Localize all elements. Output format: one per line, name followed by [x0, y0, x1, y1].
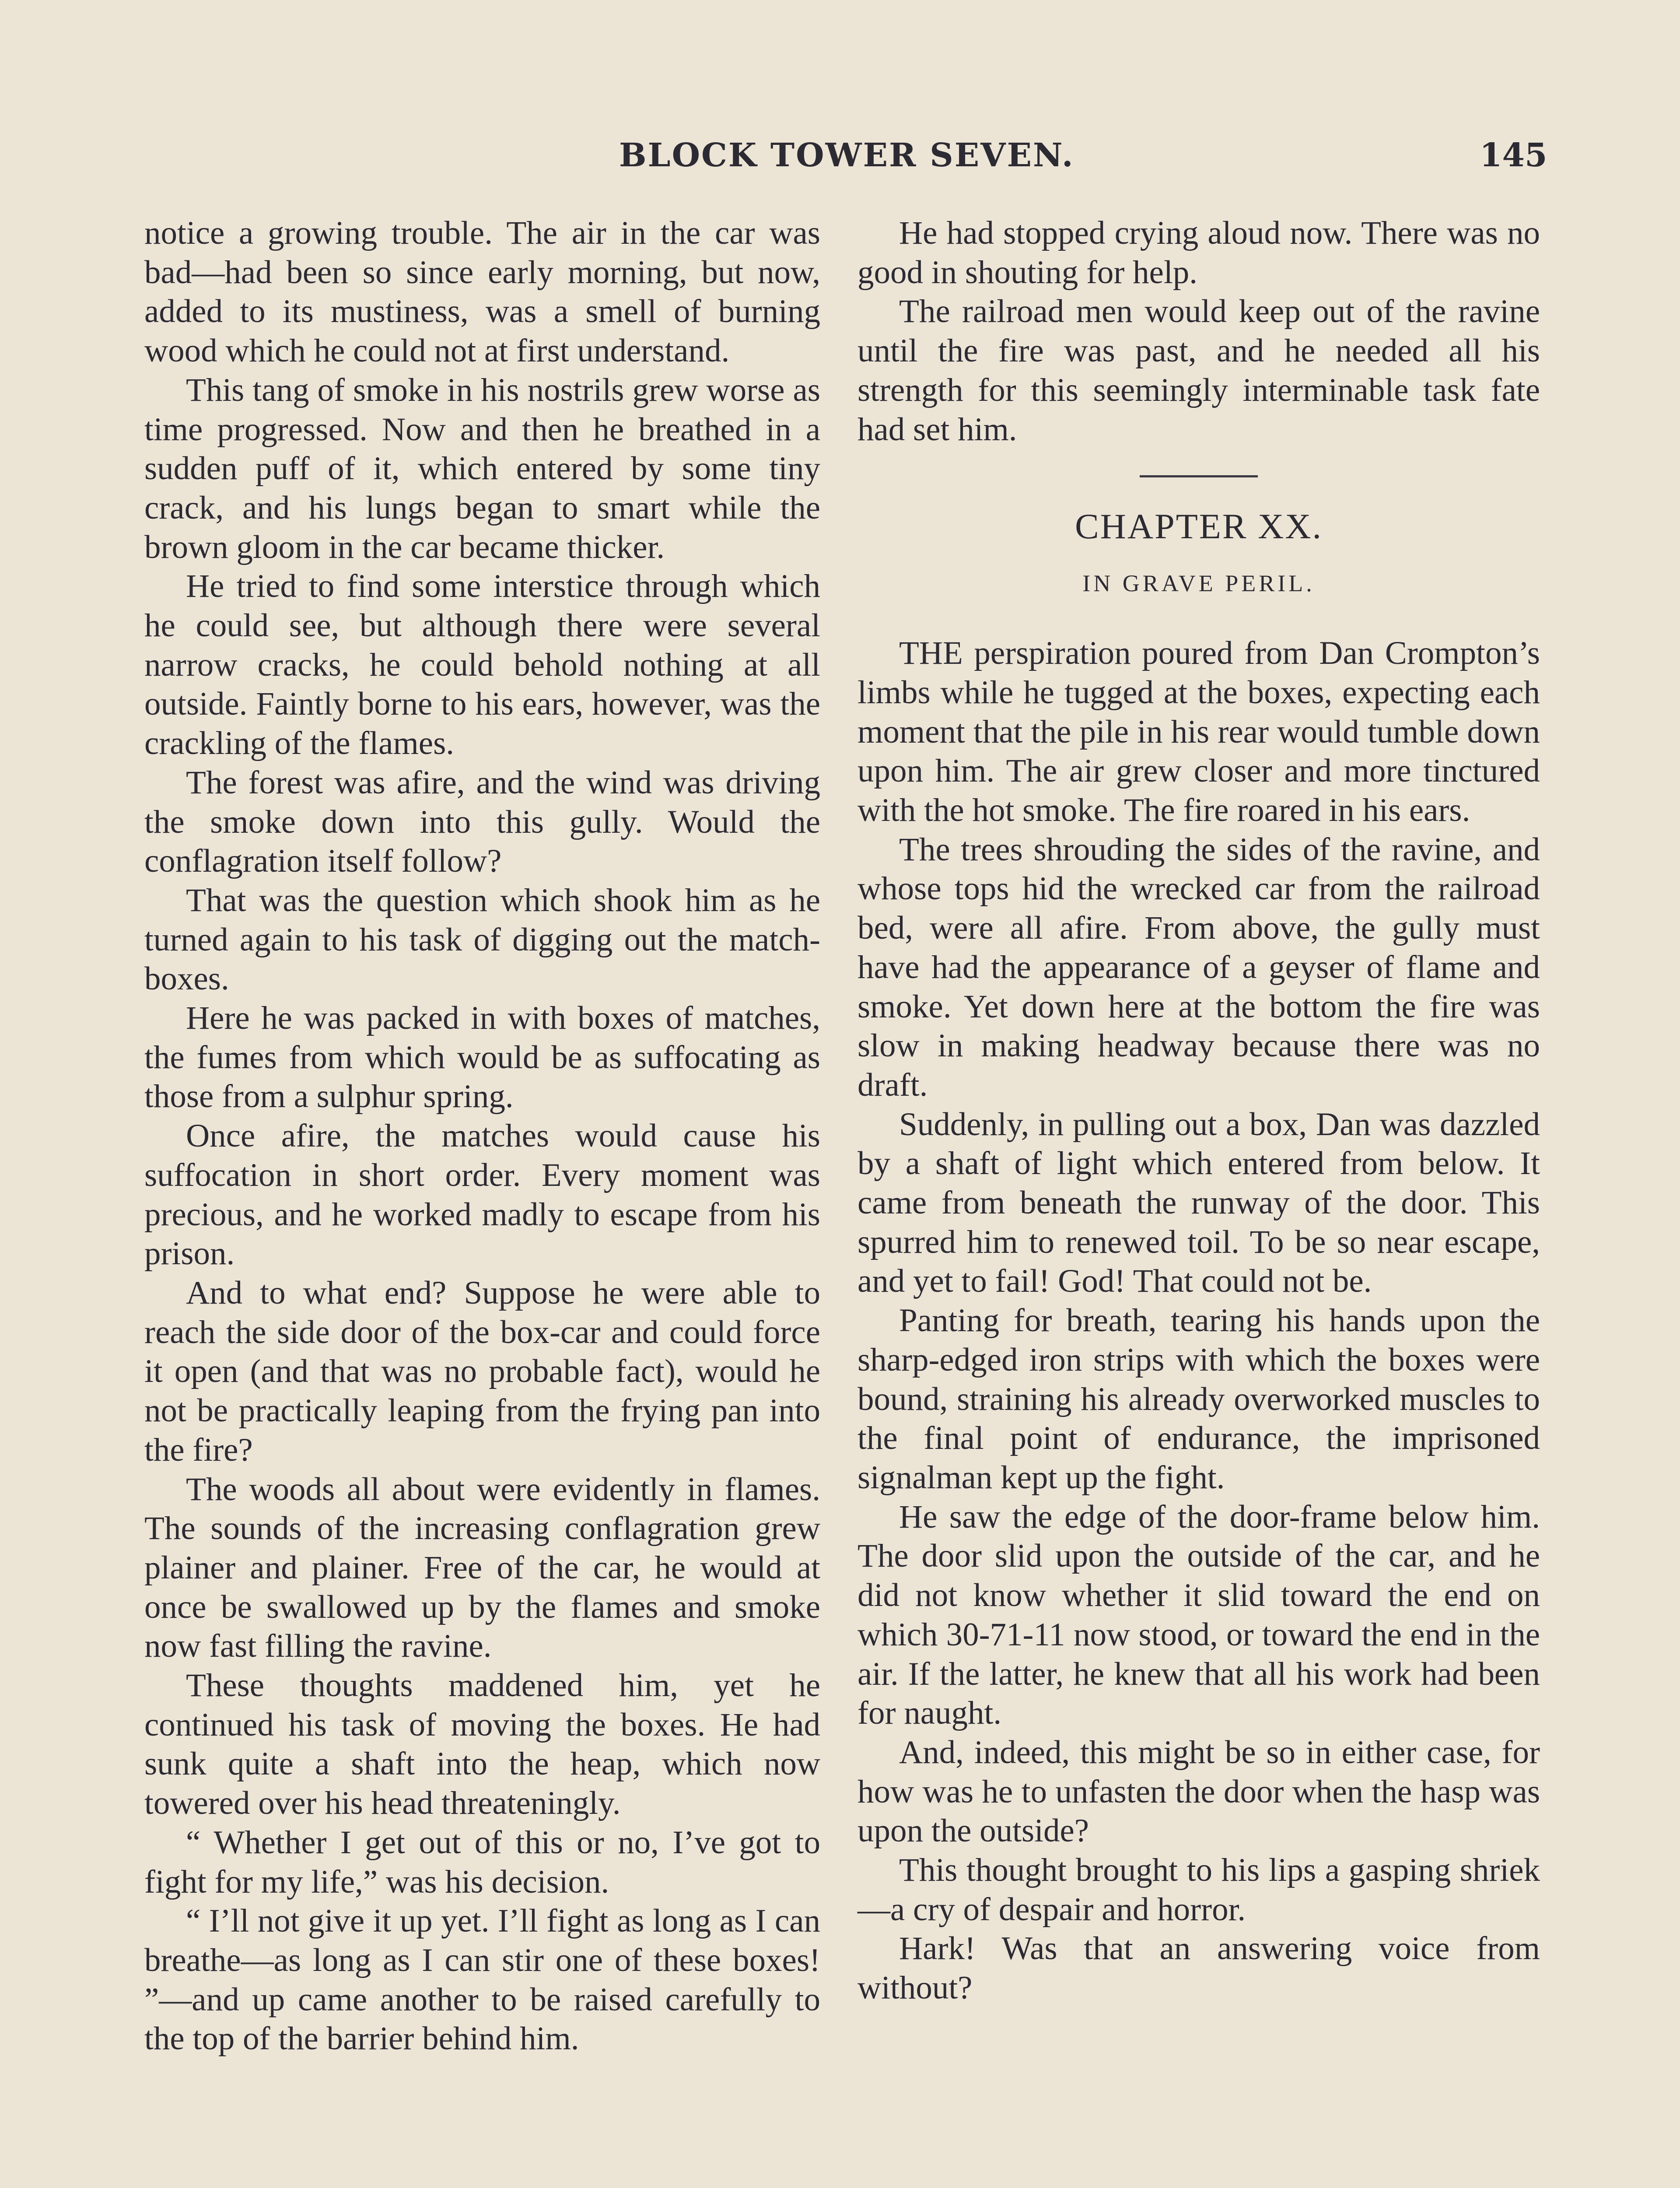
left-column	[144, 214, 820, 2058]
paragraph: That was the question which shook him as he turned again to his task of digging out the match-boxes.	[144, 882, 820, 997]
paragraph: The railroad men would keep out of the ravine until the fire was past, and he needed all his strength for this seemingly interminable task fate had set him.	[858, 293, 1540, 448]
paragraph: “ Whether I get out of this or no, I’ve got to fight for my life,” was his decision.	[144, 1824, 820, 1900]
paragraph: And to what end? Suppose he were able to reach the side door of the box-car and could force it open (and that was no probable fact), would he not be practically leaping from the frying pan into the fire?	[144, 1274, 820, 1468]
chapter-spacer	[858, 601, 1540, 634]
paragraph: “ I’ll not give it up yet. I’ll fight as long as I can breathe—as long as I can stir one of these boxes! ”—and up came another to be raised carefully to the top of the barrier behind him.	[144, 1903, 820, 2057]
paragraph: The woods all about were evidently in flames. The sounds of the increasing conflagration grew plainer and plainer. Free of the car, he would at once be swallowed up by the flames and smoke now fast filling the ravine.	[144, 1471, 820, 1665]
paragraph: notice a growing trouble. The air in the car was bad—had been so since early morning, but now, added to its mustiness, was a smell of burning wood which he could not at first understand.	[144, 215, 820, 369]
paragraph: Here he was packed in with boxes of matches, the fumes from which would be as suffocating as those from a sulphur spring.	[144, 1000, 820, 1115]
paragraph: These thoughts maddened him, yet he continued his task of moving the boxes. He had sunk quite a shaft into the heap, which now towered over his head threateningly.	[144, 1667, 820, 1822]
paragraph: Hark! Was that an answering voice from without?	[858, 1930, 1540, 2006]
chapter-heading	[858, 475, 1540, 634]
paragraph: The trees shrouding the sides of the ravine, and whose tops hid the wrecked car from the railroad bed, were all afire. From above, the gully must have had the appearance of a geyser of flame and smoke. Yet down here at the bottom the fire was slow in making headway because there was no draft.	[858, 831, 1540, 1103]
paragraph: This tang of smoke in his nostrils grew worse as time progressed. Now and then he breathed in a sudden puff of it, which entered by some tiny crack, and his lungs began to smart while the brown gloom in the car became thicker.	[144, 372, 820, 565]
paragraph: He had stopped crying aloud now. There was no good in shouting for help.	[858, 215, 1540, 291]
page-number: 145	[1480, 137, 1547, 174]
paragraph: Once afire, the matches would cause his suffocation in short order. Every moment was precious, and he worked madly to escape from his prison.	[144, 1118, 820, 1272]
chapter-subtitle: IN GRAVE PERIL.	[1082, 570, 1315, 597]
running-head	[0, 137, 1680, 185]
paragraph: This thought brought to his lips a gasping shriek—a cry of despair and horror.	[858, 1852, 1540, 1928]
paragraph: Panting for breath, tearing his hands upon the sharp-edged iron strips with which the boxes were bound, straining his already overworked muscles to the final point of endurance, the imprisoned signalman kept up the fight.	[858, 1302, 1540, 1496]
paragraph: And, indeed, this might be so in either case, for how was he to unfasten the door when the hasp was upon the outside?	[858, 1734, 1540, 1849]
paragraph: He tried to find some interstice through which he could see, but although there were several narrow cracks, he could behold nothing at all outside. Faintly borne to his ears, however, was the crackling of the flames.	[144, 568, 820, 762]
paragraph: He saw the edge of the door-frame below him. The door slid upon the outside of the car, and he did not know whether it slid toward the end on which 30-71-11 now stood, or toward the end in the air. If the latter, he knew that all his work had been for naught.	[858, 1498, 1540, 1732]
paragraph: Suddenly, in pulling out a box, Dan was dazzled by a shaft of light which entered from below. It came from beneath the runway of the door. This spurred him to renewed toil. To be so near escape, and yet to fail! God! That could not be.	[858, 1106, 1540, 1300]
running-title: BLOCK TOWER SEVEN.	[619, 137, 1074, 174]
right-column	[858, 214, 1540, 2008]
chapter-title: CHAPTER XX.	[1074, 506, 1323, 547]
paragraph: The forest was afire, and the wind was driving the smoke down into this gully. Would the conflagration itself follow?	[144, 764, 820, 880]
paragraph: THE perspiration poured from Dan Crompton’s limbs while he tugged at the boxes, expecting each moment that the pile in his rear would tumble down upon him. The air grew closer and more tinctured with the hot smoke. The fire roared in his ears.	[858, 635, 1540, 829]
chapter-rule	[1140, 475, 1258, 477]
